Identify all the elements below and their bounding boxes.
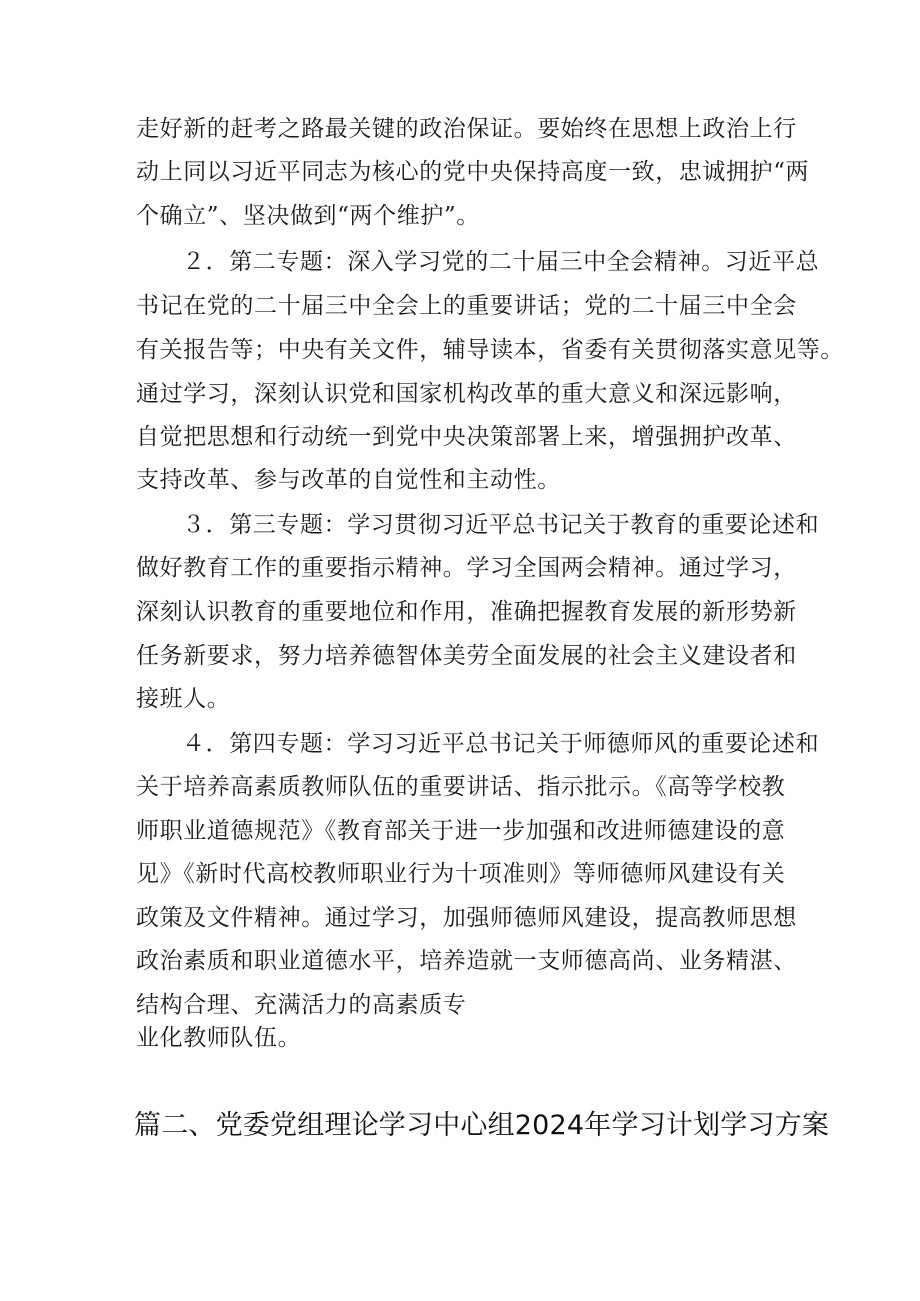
text-line: 支持改革、参与改革的自觉性和主动性。 xyxy=(136,467,561,493)
text-line: 自觉把思想和行动统一到党中央决策部署上来，增强拥护改革、 xyxy=(136,424,797,450)
paragraph-start-line: ４．第四专题：学习习近平总书记关于师德师风的重要论述和 xyxy=(182,731,820,757)
text-line: 政治素质和职业道德水平，培养造就一支师德高尚、业务精湛、 xyxy=(136,948,797,974)
text-line: 见》《新时代高校教师职业行为十项准则》等师德师风建设有关 xyxy=(136,861,786,887)
text-line: 深刻认识教育的重要地位和作用，准确把握教育发展的新形势新 xyxy=(136,599,797,625)
text-line: 接班人。 xyxy=(136,686,231,712)
text-line: 业化教师队伍。 xyxy=(136,1025,302,1051)
text-line: 结构合理、充满活力的高素质专 xyxy=(136,992,467,1018)
text-line: 个确立”、坚决做到“两个维护”。 xyxy=(136,203,480,229)
text-line: 走好新的赶考之路最关键的政治保证。要始终在思想上政治上行 xyxy=(136,116,797,142)
text-line: 任务新要求，努力培养德智体美劳全面发展的社会主义建设者和 xyxy=(136,643,797,669)
paragraph-start-line: ３．第三专题：学习贯彻习近平总书记关于教育的重要论述和 xyxy=(182,512,820,538)
text-line: 有关报告等；中央有关文件，辅导读本，省委有关贯彻落实意见等。 xyxy=(136,337,844,363)
text-line: 关于培养高素质教师队伍的重要讲话、指示批示。《高等学校教 xyxy=(136,774,786,800)
text-line: 通过学习，深刻认识党和国家机构改革的重大意义和深远影响， xyxy=(136,381,797,407)
section-heading: 篇二、党委党组理论学习中心组2024年学习计划学习方案 xyxy=(134,1110,830,1141)
text-line: 师职业道德规范》《教育部关于进一步加强和改进师德建设的意 xyxy=(136,818,786,844)
text-line: 做好教育工作的重要指示精神。学习全国两会精神。通过学习， xyxy=(136,555,797,581)
text-line: 动上同以习近平同志为核心的党中央保持高度一致，忠诚拥护“两 xyxy=(136,159,810,185)
text-line: 政策及文件精神。通过学习，加强师德师风建设，提高教师思想 xyxy=(136,905,797,931)
text-line: 书记在党的二十届三中全会上的重要讲话；党的二十届三中全会 xyxy=(136,293,797,319)
paragraph-start-line: ２．第二专题：深入学习党的二十届三中全会精神。习近平总 xyxy=(182,249,820,275)
